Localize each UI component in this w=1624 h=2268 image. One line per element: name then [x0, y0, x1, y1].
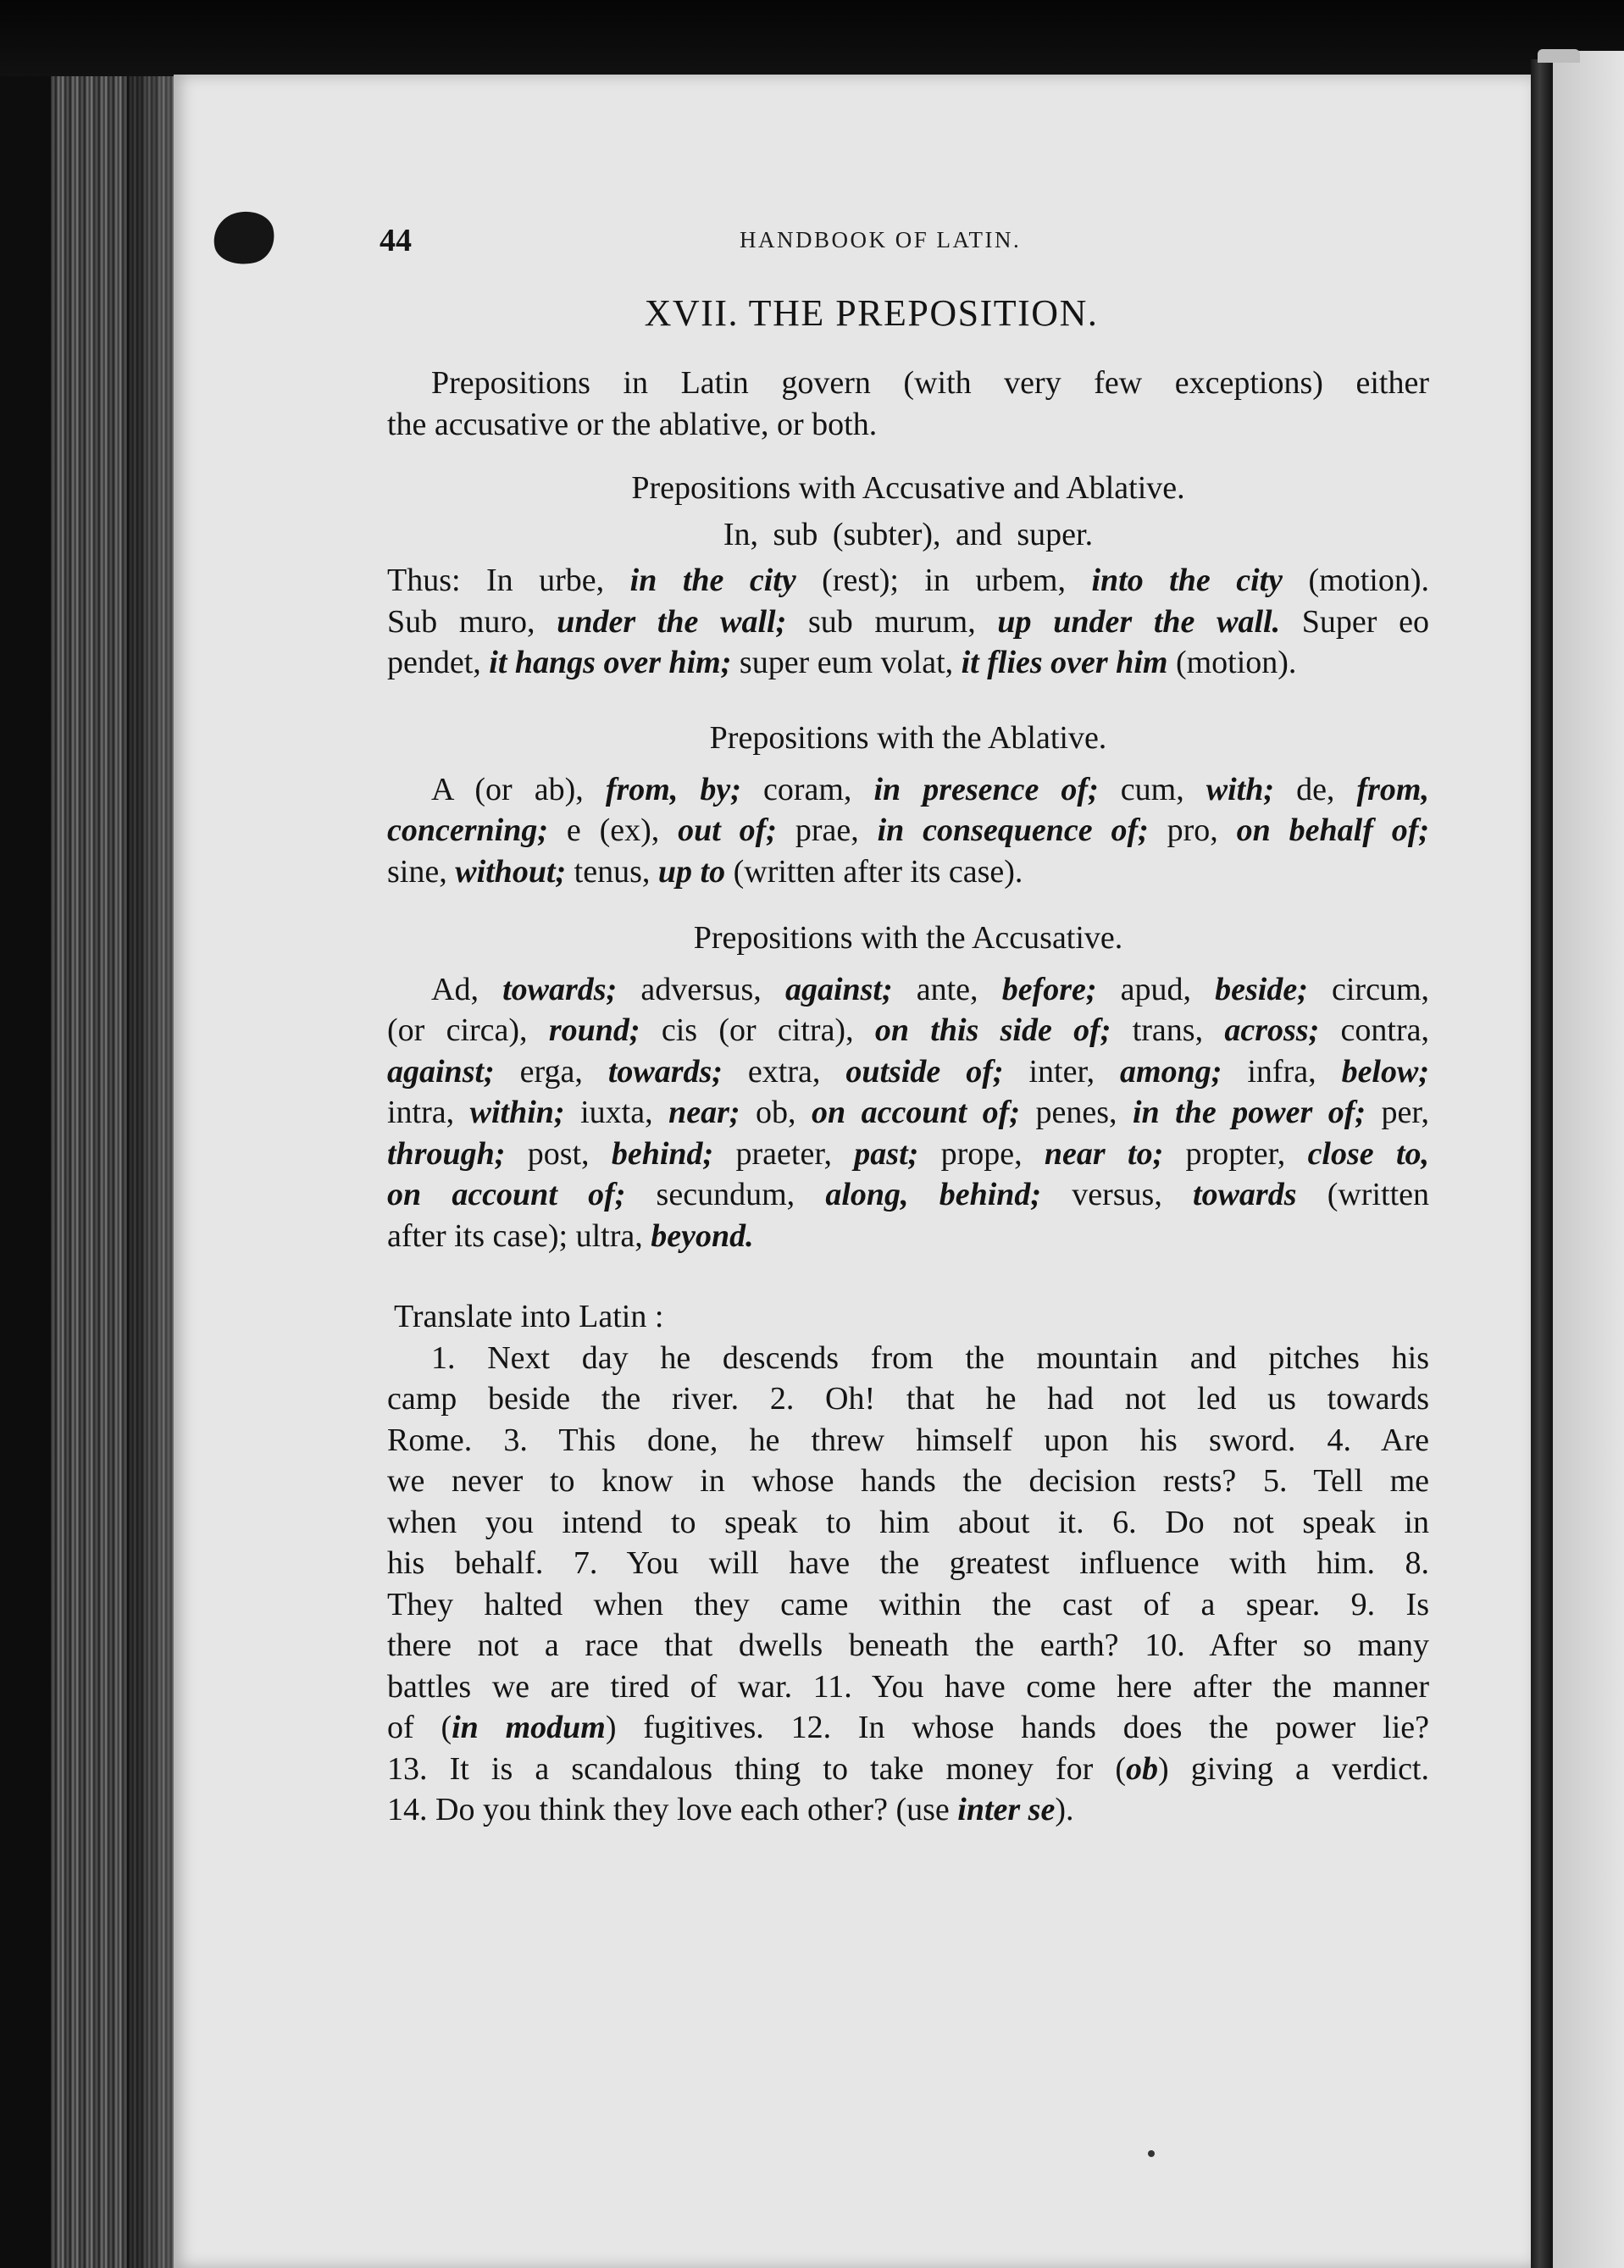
italic-gloss: near to;: [1044, 1135, 1164, 1172]
line-text: infra,: [1222, 1053, 1342, 1090]
line-text: ) fugitives. 12. In whose hands does the power lie?: [605, 1710, 1429, 1745]
line-text: there not a race that dwells beneath the earth? 10. After so many: [387, 1628, 1429, 1663]
line-text: 14. Do you think they love each other? (use: [387, 1792, 958, 1827]
exercise-line: [387, 1378, 1429, 1420]
line-text: Super eo: [1280, 603, 1429, 640]
italic-gloss: in presence of;: [873, 771, 1099, 807]
intro-line: the accusative or the ablative, or both.: [387, 406, 878, 442]
italic-gloss: outside of;: [845, 1053, 1004, 1090]
line-text: (motion).: [1167, 645, 1297, 680]
italic-gloss: past;: [854, 1135, 919, 1172]
dust-speck: [1148, 2150, 1155, 2157]
exercise-section: [387, 1296, 1429, 1831]
section-title: [0, 291, 1624, 335]
italic-gloss: against;: [387, 1053, 495, 1090]
italic-gloss: into the city: [1091, 563, 1283, 598]
italic-gloss: in consequence of;: [877, 812, 1149, 848]
line-text: circum,: [1307, 971, 1429, 1007]
line-text: coram,: [740, 771, 874, 807]
exercise-line: [387, 1543, 1429, 1584]
italic-gloss: towards: [1193, 1177, 1297, 1212]
italic-gloss: it hangs over him;: [489, 645, 732, 680]
line-text: post,: [505, 1135, 612, 1172]
exercise-line: [387, 1749, 1429, 1790]
italic-gloss: near;: [668, 1095, 740, 1130]
line-text: ob,: [740, 1095, 812, 1130]
line-text: when you intend to speak to him about it. 6. Do not speak in: [387, 1504, 1429, 1540]
line-text: cum,: [1098, 771, 1206, 807]
spine-shadow: [127, 76, 178, 2268]
italic-gloss: on account of;: [387, 1177, 626, 1212]
italic-gloss: towards;: [607, 1053, 723, 1090]
line-text: iuxta,: [564, 1095, 669, 1130]
line-text: 1. Next day he descends from the mountain and pitches his: [431, 1339, 1429, 1376]
accusative-heading: Prepositions with the Accusative.: [693, 920, 1123, 956]
italic-gloss: from,: [1356, 771, 1429, 807]
facing-page-edge: [1553, 51, 1624, 2268]
italic-gloss: against;: [784, 971, 893, 1007]
italic-gloss: within;: [469, 1095, 565, 1130]
line-text: we never to know in whose hands the decision rests? 5. Tell me: [387, 1463, 1429, 1499]
line-text: sine,: [387, 853, 456, 890]
italic-gloss: up to: [657, 853, 726, 890]
exercise-line: [387, 1584, 1429, 1626]
line-text: Rome. 3. This done, he threw himself upon his sword. 4. Are: [387, 1422, 1429, 1458]
acc-abl-subheading: In, sub (subter), and super.: [723, 516, 1094, 552]
exercise-heading: Translate into Latin :: [394, 1299, 664, 1334]
line-text: (written: [1296, 1177, 1429, 1212]
italic-gloss: towards;: [502, 971, 618, 1007]
accusative-line: [387, 1092, 1429, 1134]
ablative-line: [387, 769, 1429, 811]
acc-abl-examples: [387, 560, 1429, 684]
line-text: (or circa),: [387, 1012, 549, 1048]
acc-abl-section: [387, 468, 1429, 684]
exercise-list: [387, 1338, 1429, 1831]
accusative-list: [387, 969, 1429, 1257]
line-text: tenus,: [566, 853, 658, 890]
line-text: versus,: [1041, 1177, 1194, 1212]
page-number: 44: [380, 223, 412, 258]
line-text: inter,: [1003, 1053, 1121, 1090]
ablative-heading: Prepositions with the Ablative.: [709, 720, 1107, 756]
line-text: extra,: [722, 1053, 846, 1090]
italic-gloss: out of;: [678, 812, 777, 848]
italic-gloss: across;: [1224, 1012, 1320, 1048]
exercise-line: [387, 1789, 1429, 1831]
accusative-section: [387, 918, 1429, 1256]
acc_abl-line: [387, 642, 1429, 684]
italic-gloss: with;: [1206, 771, 1275, 807]
exercise-line: [387, 1625, 1429, 1666]
section-title-text: XVII. THE PREPOSITION.: [644, 292, 1099, 334]
page-tab: [1538, 49, 1580, 63]
italic-gloss: on behalf of;: [1236, 812, 1430, 848]
italic-gloss: in the city: [629, 563, 796, 598]
line-text: erga,: [494, 1053, 608, 1090]
line-text: contra,: [1319, 1012, 1429, 1048]
line-text: A (or ab),: [431, 771, 606, 807]
line-text: sub murum,: [786, 603, 998, 640]
line-text: pro,: [1148, 812, 1237, 848]
line-text: prope,: [918, 1135, 1045, 1172]
line-text: pendet,: [387, 645, 490, 680]
line-text: battles we are tired of war. 11. You have come here after the manner: [387, 1668, 1429, 1705]
line-text: of (: [387, 1710, 452, 1745]
italic-gloss: among;: [1120, 1053, 1222, 1090]
exercise-line: [387, 1666, 1429, 1708]
line-text: cis (or citra),: [640, 1012, 875, 1048]
intro-paragraph: [387, 363, 1429, 445]
line-text: propter,: [1163, 1135, 1308, 1172]
line-text: 13. It is a scandalous thing to take money for (: [387, 1750, 1127, 1787]
acc_abl-line: [387, 560, 1429, 602]
italic-gloss: from, by;: [605, 771, 741, 807]
exercise-line: [387, 1707, 1429, 1749]
line-text: e (ex),: [548, 812, 679, 848]
italic-gloss: under the wall;: [557, 603, 787, 640]
line-text: (rest); in urbem,: [795, 563, 1092, 598]
accusative-line: [387, 1216, 1429, 1257]
italic-gloss: below;: [1341, 1053, 1429, 1090]
line-text: apud,: [1096, 971, 1216, 1007]
italic-gloss: on this side of;: [874, 1012, 1111, 1048]
line-text: de,: [1274, 771, 1357, 807]
ablative-section: [387, 718, 1429, 892]
italic-gloss: it flies over him: [961, 645, 1168, 680]
line-text: (motion).: [1283, 563, 1430, 598]
italic-gloss: behind;: [611, 1135, 714, 1172]
line-text: Thus: In urbe,: [387, 563, 630, 598]
exercise-line: [387, 1420, 1429, 1461]
exercise-line: [387, 1461, 1429, 1502]
italic-gloss: up under the wall.: [997, 603, 1281, 640]
line-text: super eum volat,: [731, 645, 962, 680]
italic-gloss: on account of;: [812, 1095, 1020, 1130]
line-text: Sub muro,: [387, 603, 557, 640]
italic-gloss: along, behind;: [825, 1177, 1042, 1212]
line-text: ) giving a verdict.: [1158, 1750, 1429, 1787]
italic-gloss: ob: [1126, 1750, 1159, 1787]
line-text: adversus,: [617, 971, 785, 1007]
italic-gloss: before;: [1001, 971, 1097, 1007]
line-text: after its case); ultra,: [387, 1217, 651, 1254]
line-text: praeter,: [713, 1135, 855, 1172]
line-text: per,: [1366, 1095, 1430, 1130]
line-text: penes,: [1019, 1095, 1133, 1130]
ablative-line: [387, 810, 1429, 851]
italic-gloss: in the power of;: [1133, 1095, 1366, 1130]
line-text: camp beside the river. 2. Oh! that he had not led us towards: [387, 1381, 1429, 1417]
intro-line: Prepositions in Latin govern (with very few exceptions) either: [431, 365, 1429, 401]
line-text: ).: [1055, 1792, 1074, 1827]
italic-gloss: concerning;: [387, 812, 548, 848]
italic-gloss: beyond.: [651, 1217, 754, 1254]
italic-gloss: without;: [455, 853, 567, 890]
acc-abl-heading: Prepositions with Accusative and Ablative.: [631, 470, 1185, 506]
line-text: prae,: [776, 812, 878, 848]
exercise-line: [387, 1502, 1429, 1544]
italic-gloss: round;: [548, 1012, 640, 1048]
italic-gloss: through;: [387, 1135, 506, 1172]
accusative-line: [387, 969, 1429, 1011]
exercise-line: [387, 1338, 1429, 1379]
ablative-line: [387, 851, 1429, 893]
line-text: ante,: [892, 971, 1002, 1007]
line-text: (written after its case).: [725, 853, 1023, 890]
page-gutter: [1531, 59, 1553, 2268]
line-text: They halted when they came within the cast of a spear. 9. Is: [387, 1586, 1429, 1622]
line-text: intra,: [387, 1095, 470, 1130]
italic-gloss: inter se: [957, 1792, 1056, 1827]
accusative-line: [387, 1051, 1429, 1093]
italic-gloss: beside;: [1215, 971, 1308, 1007]
accusative-line: [387, 1010, 1429, 1051]
accusative-line: [387, 1134, 1429, 1175]
running-head: HANDBOOK OF LATIN.: [740, 227, 1022, 252]
line-text: his behalf. 7. You will have the greatest influence with him. 8.: [387, 1545, 1429, 1581]
line-text: trans,: [1111, 1012, 1225, 1048]
acc_abl-line: [387, 602, 1429, 643]
italic-gloss: close to,: [1307, 1135, 1430, 1172]
line-text: Ad,: [431, 971, 503, 1007]
accusative-line: [387, 1174, 1429, 1216]
italic-gloss: in modum: [452, 1710, 606, 1745]
line-text: secundum,: [625, 1177, 826, 1212]
scan-background: [0, 0, 1624, 76]
ablative-list: [387, 769, 1429, 893]
